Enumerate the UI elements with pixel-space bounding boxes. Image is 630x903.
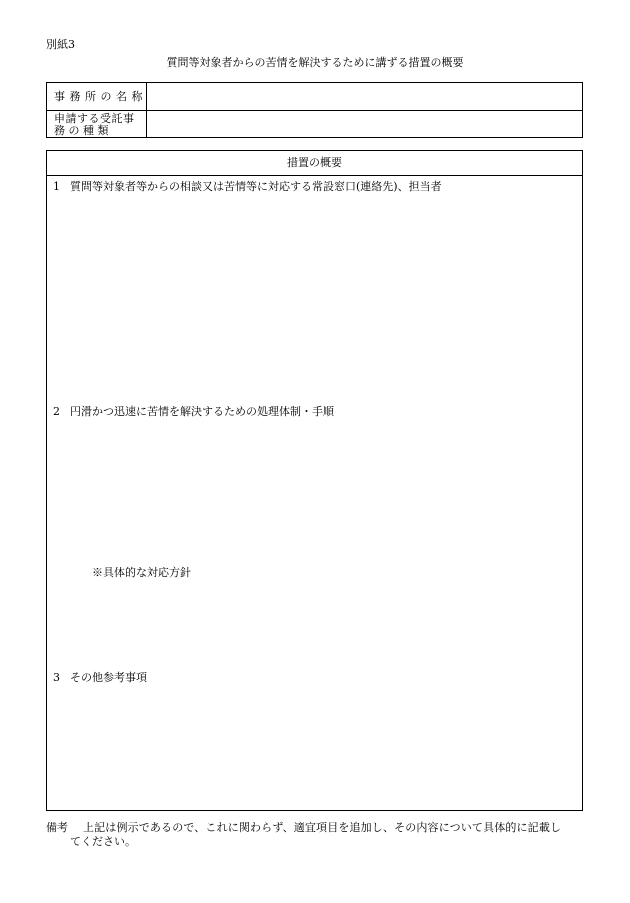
measure-item-1-number: 1 [53,180,60,193]
info-row-office-name [47,83,582,111]
remarks-label: 備考 [46,821,68,834]
attachment-label: 別紙3 [46,38,75,51]
measure-item-1-text: 質問等対象者等からの相談又は苦情等に対応する常設窓口(連絡先)、担当者 [70,180,442,193]
remarks-line-1: 上記は例示であるので、これに関わらず、適宜項目を追加し、その内容について具体的に記載し [83,821,562,834]
measure-item-3-text: その他参考事項 [70,671,147,684]
measure-item-2-number: 2 [53,405,60,418]
document-title: 質問等対象者からの苦情を解決するために講ずる措置の概要 [166,56,464,69]
service-type-label-line2: 務 の 種 類 [54,124,109,137]
office-name-label: 事務所の名称 [54,90,147,103]
measure-item-2 [53,405,334,419]
service-type-label-line1: 申請する受託事 [54,112,135,125]
service-type-label-cell [47,111,147,138]
measure-item-3-number: 3 [53,671,60,684]
office-name-label-cell [47,83,147,110]
measure-item-3 [53,671,147,685]
service-type-field[interactable] [148,111,582,138]
office-name-field[interactable] [148,83,582,110]
remarks-line-2: てください。 [70,834,136,848]
remarks-text [70,821,586,849]
measure-item-2-note: ※具体的な対応方針 [92,566,191,579]
info-row-service-type [47,111,582,138]
measures-box [46,150,583,811]
measures-header: 措置の概要 [47,151,582,176]
measure-item-1 [53,180,442,194]
measure-item-2-text: 円滑かつ迅速に苦情を解決するための処理体制・手順 [70,405,334,418]
info-table [46,82,583,138]
